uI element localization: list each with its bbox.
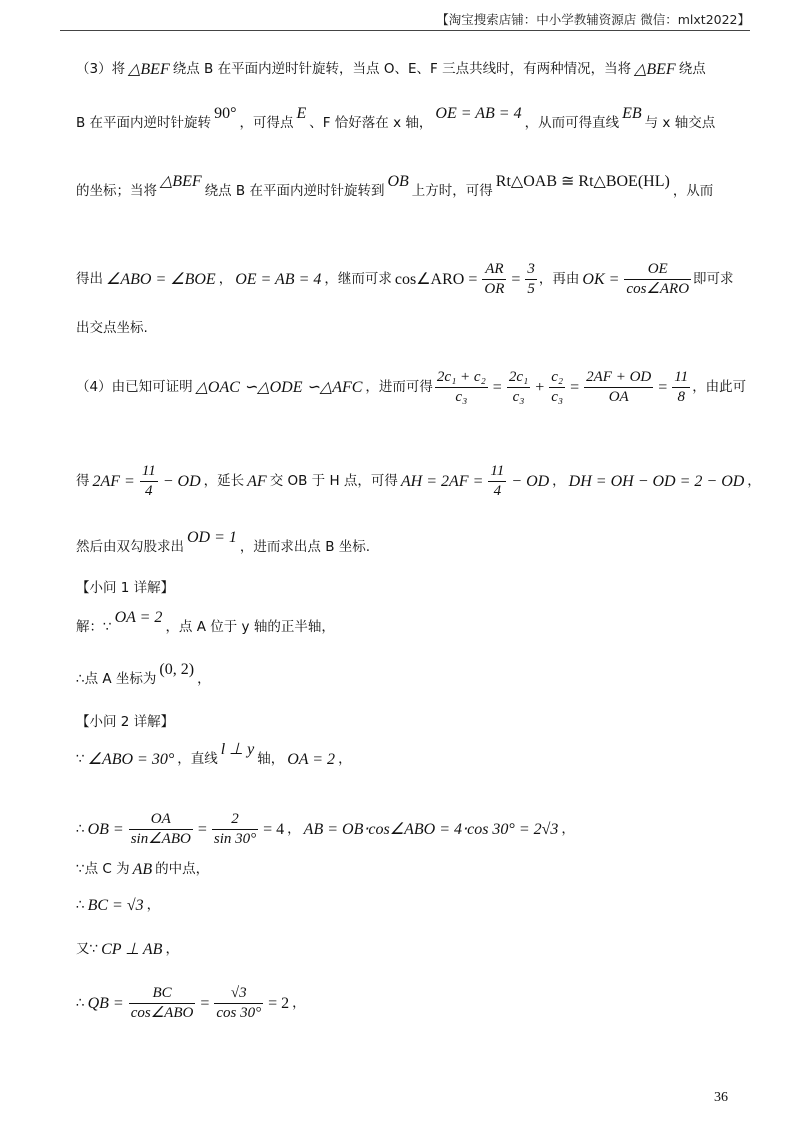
text-fragment: 交 OB 于 H 点，可得	[269, 472, 398, 489]
math-expression: ∠ABO = 30°	[87, 751, 175, 768]
text-fragment: ，	[218, 270, 233, 287]
math-expression: CP ⊥ AB	[101, 941, 163, 958]
fraction-bar	[214, 1003, 263, 1004]
fraction-bar	[549, 387, 565, 388]
math-expression: 90°	[214, 105, 237, 122]
text-fragment: ，	[338, 751, 352, 768]
text-fragment: ，延长	[203, 472, 245, 489]
fraction-denominator: cos∠ABO	[130, 1005, 194, 1021]
math-expression: OD = 1	[187, 529, 237, 546]
math-expression: =	[570, 378, 580, 396]
text-line	[76, 582, 728, 596]
header-divider	[60, 30, 750, 31]
fraction	[488, 464, 506, 499]
fraction-denominator: cos∠ARO	[626, 281, 690, 297]
text-line	[76, 661, 728, 688]
text-line	[76, 62, 728, 78]
math-expression: AH = 2AF =	[400, 472, 484, 490]
text-fragment: 又∵	[76, 941, 99, 958]
math-expression: (0, 2)	[159, 661, 195, 678]
math-expression: BC = √3	[87, 897, 144, 914]
fraction-denominator: 4	[493, 483, 502, 499]
math-expression: EB	[622, 105, 642, 122]
text-fragment: 、F 恰好落在 x 轴，	[309, 115, 433, 132]
text-line	[76, 369, 747, 405]
fraction	[507, 370, 530, 405]
fraction	[482, 262, 506, 297]
text-line	[76, 529, 728, 556]
text-fragment: ，	[197, 671, 211, 688]
math-expression: AB	[132, 861, 153, 878]
fraction	[129, 812, 193, 847]
math-expression: AB = OB⋅cos∠ABO = 4⋅cos 30° = 2√3	[303, 820, 559, 838]
math-expression: − OD	[511, 472, 550, 490]
text-fragment: 然后由双勾股求出	[76, 539, 184, 556]
fraction-bar	[507, 387, 530, 388]
text-line	[76, 463, 761, 499]
math-expression: =	[658, 378, 668, 396]
fraction-denominator: OR	[484, 281, 505, 297]
fraction-bar	[140, 481, 158, 482]
fraction-bar	[584, 387, 653, 388]
fraction	[129, 986, 196, 1021]
fraction-numerator: 2c₁	[508, 369, 529, 385]
text-fragment: ，可得点	[239, 115, 294, 132]
math-expression: △BEF	[128, 61, 170, 78]
text-line	[76, 716, 728, 730]
fraction	[214, 986, 263, 1021]
text-line	[76, 261, 734, 297]
fraction-bar	[672, 387, 690, 388]
fraction	[435, 370, 488, 405]
text-fragment: ，	[561, 820, 575, 837]
text-fragment: ，	[165, 941, 179, 958]
text-fragment: 绕点 B 在平面内逆时针旋转到	[204, 183, 385, 200]
fraction-numerator: 2	[231, 811, 239, 827]
text-fragment: ，由此可	[692, 378, 747, 395]
text-line	[76, 609, 728, 636]
math-expression: OE = AB = 4	[435, 105, 522, 122]
math-expression: △OAC ∽△ODE ∽△AFC	[195, 378, 363, 396]
math-expression: =	[197, 820, 207, 838]
math-expression: OA = 2	[114, 609, 163, 626]
fraction-numerator: BC	[152, 985, 172, 1001]
math-expression: Rt△OAB ≅ Rt△BOE(HL)	[495, 173, 670, 190]
text-fragment: 与 x 轴交点	[644, 115, 716, 132]
text-fragment: ，进而可得	[365, 378, 433, 395]
math-expression: AF	[247, 472, 267, 490]
text-line	[76, 898, 728, 914]
text-fragment: ，从而	[672, 183, 714, 200]
text-fragment: ∴点 A 坐标为	[76, 671, 157, 688]
fraction-numerator: 2AF + OD	[586, 369, 652, 385]
math-expression: OK =	[582, 270, 620, 288]
math-expression: = 2	[268, 994, 290, 1012]
text-fragment: ∵点 C 为	[76, 861, 130, 878]
math-expression: OB	[387, 173, 409, 190]
fraction-numerator: 11	[490, 463, 505, 479]
fraction	[672, 370, 690, 405]
math-expression: − OD	[162, 472, 201, 490]
fraction-numerator: √3	[230, 985, 247, 1001]
text-line	[76, 173, 728, 200]
math-expression: △BEF	[634, 61, 676, 78]
fraction-bar	[488, 481, 506, 482]
math-expression: DH = OH − OD = 2 − OD	[568, 472, 745, 490]
text-fragment: 得出	[76, 270, 103, 287]
math-expression: l ⊥ y	[220, 741, 255, 758]
fraction-denominator: 8	[677, 389, 685, 405]
math-expression: =	[511, 270, 521, 288]
text-fragment: 解：∵	[76, 619, 112, 636]
text-line	[76, 812, 728, 847]
fraction-denominator: 5	[527, 281, 535, 297]
fraction	[549, 370, 565, 405]
text-fragment: ，	[292, 994, 306, 1011]
text-line	[76, 322, 728, 336]
text-line	[76, 862, 728, 878]
text-fragment: ，	[146, 897, 161, 914]
fraction	[584, 370, 653, 405]
fraction-denominator: sin∠ABO	[130, 831, 191, 847]
text-fragment: 得	[76, 472, 90, 489]
fraction-bar	[624, 279, 691, 280]
fraction-numerator: 3	[527, 261, 535, 277]
math-expression: =	[492, 378, 502, 396]
text-fragment: ∵	[76, 751, 85, 768]
text-fragment: 【小问 1 详解】	[76, 580, 175, 596]
fraction-numerator: OE	[647, 261, 668, 277]
fraction-denominator: c₃	[512, 389, 525, 405]
text-fragment: 的坐标；当将	[76, 183, 157, 200]
text-fragment: ，进而求出点 B 坐标.	[239, 539, 371, 556]
math-expression: E	[296, 105, 307, 122]
text-fragment: ，	[747, 472, 761, 489]
math-expression: cos∠ARO =	[394, 270, 478, 288]
math-expression: QB =	[87, 994, 124, 1012]
fraction-denominator: OA	[608, 389, 629, 405]
fraction-denominator: sin 30°	[213, 831, 257, 847]
text-fragment: 【小问 2 详解】	[76, 714, 175, 730]
text-fragment: ，从而可得直线	[524, 115, 620, 132]
text-fragment: （4）由已知可证明	[76, 378, 193, 395]
text-fragment: 的中点，	[155, 861, 210, 878]
text-fragment: 上方时，可得	[411, 183, 493, 200]
text-fragment: 即可求	[693, 270, 734, 287]
fraction-numerator: 11	[141, 463, 156, 479]
text-fragment: B 在平面内逆时针旋转	[76, 115, 212, 132]
fraction-bar	[212, 829, 258, 830]
text-fragment: ∴	[76, 994, 85, 1011]
fraction	[212, 812, 258, 847]
fraction-bar	[129, 829, 193, 830]
math-expression: OB =	[87, 820, 124, 838]
math-expression: △BEF	[160, 173, 202, 190]
text-fragment: 轴，	[257, 751, 285, 768]
math-expression: OE = AB = 4	[235, 270, 322, 288]
fraction-numerator: 2c₁ + c₂	[436, 369, 486, 385]
text-fragment: 出交点坐标.	[76, 320, 148, 336]
fraction	[525, 262, 537, 297]
fraction-denominator: cos 30°	[216, 1005, 262, 1021]
fraction-numerator: c₂	[551, 369, 564, 385]
fraction-bar	[435, 387, 488, 388]
math-expression: = 4	[263, 820, 285, 838]
fraction-numerator: AR	[485, 261, 504, 277]
fraction-denominator: c₃	[551, 389, 564, 405]
text-fragment: ∴	[76, 820, 85, 837]
text-fragment: ，直线	[177, 751, 218, 768]
math-expression: +	[535, 378, 545, 396]
text-line	[76, 741, 728, 768]
text-fragment: 绕点	[678, 61, 706, 78]
text-fragment: ，	[552, 472, 566, 489]
text-line	[76, 986, 728, 1021]
text-fragment: ，再由	[538, 270, 580, 287]
text-fragment: ，点 A 位于 y 轴的正半轴，	[165, 619, 335, 636]
text-line	[76, 105, 728, 132]
text-fragment: ，继而可求	[324, 270, 392, 287]
math-expression: =	[200, 994, 210, 1012]
fraction-numerator: OA	[150, 811, 171, 827]
fraction-bar	[525, 279, 537, 280]
math-expression: 2AF =	[92, 472, 135, 490]
text-line	[76, 942, 728, 958]
fraction-denominator: c₃	[455, 389, 468, 405]
text-fragment: 绕点 B 在平面内逆时针旋转，当点 O、E、F 三点共线时，有两种情况，当将	[172, 61, 632, 78]
text-fragment: ，	[287, 820, 301, 837]
fraction-bar	[129, 1003, 196, 1004]
fraction-bar	[482, 279, 506, 280]
page-header: 【淘宝搜索店铺：中小学教辅资源店 微信：mlxt2022】	[436, 12, 750, 27]
fraction-denominator: 4	[145, 483, 153, 499]
math-expression: OA = 2	[287, 751, 336, 768]
text-fragment: ∴	[76, 897, 85, 914]
fraction-numerator: 11	[674, 369, 689, 385]
text-fragment: （3）将	[76, 61, 126, 78]
fraction	[624, 262, 691, 297]
fraction	[140, 464, 158, 499]
math-expression: ∠ABO = ∠BOE	[106, 270, 216, 288]
page-number: 36	[714, 1090, 728, 1105]
